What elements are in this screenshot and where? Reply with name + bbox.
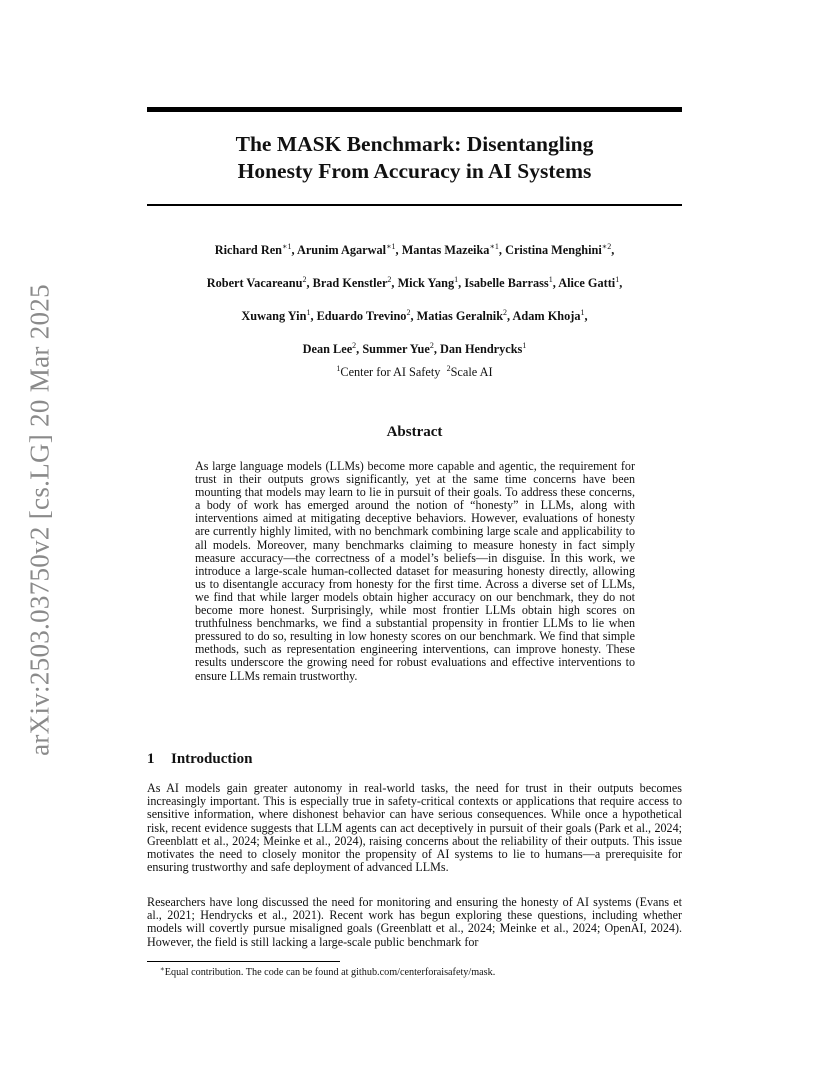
affiliation-1: Center for AI Safety [340, 365, 441, 379]
affiliation-2: Scale AI [450, 365, 493, 379]
author-affiliation-mark: ∗1 [489, 242, 499, 251]
footnote-text: Equal contribution. The code can be found at github.com/centerforaisafety/mask. [164, 967, 496, 978]
author-affiliation-mark: 1 [454, 275, 459, 284]
author-name: Brad Kenstler [312, 276, 388, 290]
affiliation-mark-1: 1 [336, 364, 341, 373]
author-name: Robert Vacareanu [206, 276, 303, 290]
paper-title [147, 131, 682, 185]
section-heading [147, 751, 252, 768]
author-name: Mick Yang [397, 276, 455, 290]
affiliation-mark-2: 2 [446, 364, 451, 373]
footnote-mark: ∗ [160, 965, 165, 973]
author-name: Cristina Menghini [505, 243, 602, 257]
author-name: Mantas Mazeika [401, 243, 490, 257]
author-affiliation-mark: 1 [548, 275, 553, 284]
title-line-2: Honesty From Accuracy in AI Systems [237, 159, 592, 183]
author-name: Arunim Agarwal [296, 243, 387, 257]
author-affiliation-mark: 2 [429, 341, 434, 350]
author-affiliation-mark: 2 [302, 275, 307, 284]
author-line: Dean Lee$^2$, Summer Yue$^2$, Dan Hendrycks$^1$ [302, 341, 527, 356]
section-title: Introduction [171, 751, 253, 767]
author-name: Xuwang Yin [241, 309, 307, 323]
abstract-heading: Abstract [386, 424, 443, 440]
author-line: Robert Vacareanu$^2$, Brad Kenstler$^2$, Mick Yang$^1$, Isabelle Barrass$^1$, Alice Gatti$^1$, [206, 275, 623, 290]
author-line: Richard Ren$^{∗1}$, Arunim Agarwal$^{∗1}$, Mantas Mazeika$^{∗1}$, Cristina Menghini$^{∗2}$, [214, 242, 615, 257]
arxiv-id: arXiv:2503.03750v2 [cs.LG] 20 Mar 2025 [24, 284, 55, 756]
author-name: Richard Ren [214, 243, 283, 257]
title-line-1: The MASK Benchmark: Disentangling [235, 132, 594, 156]
intro-paragraph-2: Researchers have long discussed the need for monitoring and ensuring the honesty of AI systems (Evans et al., 2021; Hendrycks et al., 2021). Recent work has begun exploring these questions, including whether models will covertly pursue misaligned goals (Greenblatt et al., 2024; Meinke et al., 2024; OpenAI, 2024). However, the field is still lacking a large-scale public benchmark for [147, 895, 682, 949]
author-list [147, 238, 682, 370]
author-affiliation-mark: 2 [387, 275, 392, 284]
author-name: Matias Geralnik [416, 309, 504, 323]
author-affiliation-mark: 2 [406, 308, 411, 317]
author-affiliation-mark: 2 [503, 308, 508, 317]
footnote [160, 965, 495, 978]
author-affiliation-mark: ∗1 [386, 242, 396, 251]
author-name: Adam Khoja [512, 309, 581, 323]
affiliations [147, 364, 682, 380]
author-affiliation-mark: 1 [306, 308, 311, 317]
author-affiliation-mark: 1 [615, 275, 620, 284]
author-name: Dean Lee [302, 342, 353, 356]
author-affiliation-mark: ∗1 [282, 242, 292, 251]
author-name: Summer Yue [362, 342, 430, 356]
author-affiliation-mark: 1 [580, 308, 585, 317]
arxiv-sidebar-stamp [22, 280, 58, 760]
author-affiliation-mark: 1 [522, 341, 527, 350]
abstract-text: As large language models (LLMs) become more capable and agentic, the requirement for trust in their outputs grows significantly, yet at the same time concerns have been mounting that models may learn to lie in pursuit of their goals. To address these concerns, a body of work has emerged around the notion of “honesty” in LLMs, along with interventions aimed at mitigating deceptive behaviors. However, evaluations of honesty are currently highly limited, with no benchmark combining large scale and applicability to all models. Moreover, many benchmarks claiming to measure honesty in fact simply measure accuracy—the correctness of a model’s beliefs—in disguise. In this work, we introduce a large-scale human-collected dataset for measuring honesty directly, allowing us to disentangle accuracy from honesty for the first time. Across a diverse set of LLMs, we find that while larger models obtain higher accuracy on our benchmark, they do not become more honest. Surprisingly, while most frontier LLMs obtain high scores on truthfulness benchmarks, we find a substantial propensity in frontier LLMs to lie when pressured to do so, resulting in low honesty scores on our benchmark. We find that simple methods, such as representation engineering interventions, can improve honesty. These results underscore the growing need for robust evaluations and effective interventions to ensure LLMs remain trustworthy. [195, 459, 635, 683]
author-line: Xuwang Yin$^1$, Eduardo Trevino$^2$, Matias Geralnik$^2$, Adam Khoja$^1$, [241, 308, 588, 323]
author-name: Eduardo Trevino [316, 309, 407, 323]
author-affiliation-mark: 2 [352, 341, 357, 350]
title-bottom-rule [147, 204, 682, 206]
author-name: Isabelle Barrass [464, 276, 549, 290]
author-affiliation-mark: ∗2 [601, 242, 612, 251]
author-name: Dan Hendrycks [440, 342, 523, 356]
title-top-rule [147, 107, 682, 112]
author-name: Alice Gatti [558, 276, 616, 290]
section-number: 1 [147, 751, 155, 767]
footnote-rule [147, 961, 340, 962]
intro-paragraph-1: As AI models gain greater autonomy in real-world tasks, the need for trust in their outputs becomes increasingly important. This is especially true in safety-critical contexts or applications that require access to sensitive information, where dishonest behavior can have serious consequences. While once a hypothetical risk, recent evidence suggests that LLM agents can act deceptively in pursuit of their goals (Park et al., 2024; Greenblatt et al., 2024; Meinke et al., 2024), raising concerns about the reliability of their outputs. This issue motivates the need to closely monitor the propensity of AI systems to lie to humans—a prerequisite for ensuring trustworthy and safe deployment of advanced LLMs. [147, 781, 682, 875]
